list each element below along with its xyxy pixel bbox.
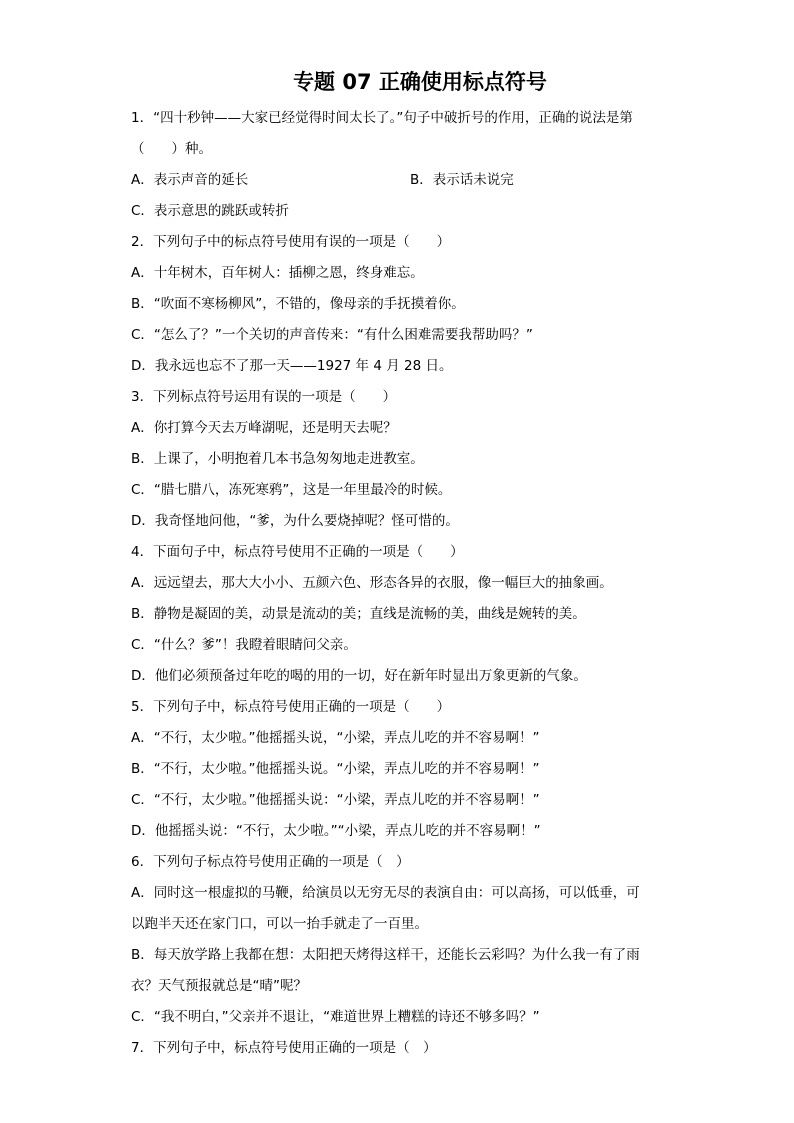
q1-option-c: C．表示意思的跳跃或转折: [131, 203, 289, 219]
q6-stem: 6．下列句子标点符号使用正确的一项是（ ）: [131, 854, 410, 870]
q3-option-d: D．我奇怪地问他，“爹，为什么要烧掉呢？怪可惜的。: [131, 513, 459, 529]
q6-option-a-cont: 以跑半天还在家门口，可以一抬手就走了一百里。: [131, 916, 428, 932]
q2-option-c: C．“怎么了？”一个关切的声音传来：“有什么困难需要我帮助吗？”: [131, 327, 533, 343]
q6-option-b-cont: 衣？天气预报就总是“晴”呢？: [131, 978, 307, 994]
q3-option-b: B．上课了，小明抱着几本书急匆匆地走进教室。: [131, 451, 424, 467]
q6-option-a: A．同时这一根虚拟的马鞭，给演员以无穷无尽的表演自由：可以高扬，可以低垂，可: [131, 885, 640, 901]
q2-option-d: D．我永远也忘不了那一天——1927 年 4 月 28 日。: [131, 358, 453, 374]
q5-stem: 5．下列句子中，标点符号使用正确的一项是（ ）: [131, 699, 451, 715]
q3-option-c: C．“腊七腊八，冻死寒鸦”，这是一年里最冷的时候。: [131, 482, 452, 498]
q4-option-c: C．“什么？爹”！我瞪着眼睛问父亲。: [131, 637, 357, 653]
q1-stem: 1．“四十秒钟——大家已经觉得时间太长了。”句子中破折号的作用，正确的说法是第: [131, 110, 633, 126]
q4-option-a: A．远远望去，那大大小小、五颜六色、形态各异的衣服，像一幅巨大的抽象画。: [131, 575, 613, 591]
q6-option-c: C．“我不明白，”父亲并不退让，“难道世界上糟糕的诗还不够多吗？”: [131, 1009, 540, 1025]
q3-option-a: A．你打算今天去万峰湖呢，还是明天去呢？: [131, 420, 397, 436]
q2-option-b: B．“吹面不寒杨柳风”，不错的，像母亲的手抚摸着你。: [131, 296, 465, 312]
q4-option-d: D．他们必须预备过年吃的喝的用的一切，好在新年时显出万象更新的气象。: [131, 668, 587, 684]
q1-option-a: A．表示声音的延长: [131, 172, 249, 188]
q1-stem-cont: （ ）种。: [131, 141, 212, 157]
q5-option-d: D．他摇摇头说：“不行，太少啦。”“小梁，弄点儿吃的并不容易啊！”: [131, 823, 541, 839]
q5-option-a: A．“不行，太少啦。”他摇摇头说，“小梁，弄点儿吃的并不容易啊！”: [131, 730, 540, 746]
q4-stem: 4．下面句子中，标点符号使用不正确的一项是（ ）: [131, 544, 464, 560]
q4-option-b: B．静物是凝固的美，动景是流动的美；直线是流畅的美，曲线是婉转的美。: [131, 606, 586, 622]
q5-option-b: B．“不行，太少啦。”他摇摇头说。“小梁，弄点儿吃的并不容易啊！”: [131, 761, 540, 777]
q1-option-b: B．表示话未说完: [410, 172, 514, 188]
q3-stem: 3．下列标点符号运用有误的一项是（ ）: [131, 389, 397, 405]
q7-stem: 7．下列句子中，标点符号使用正确的一项是（ ）: [131, 1040, 437, 1056]
q5-option-c: C．“不行，太少啦。”他摇摇头说：“小梁，弄点儿吃的并不容易啊！”: [131, 792, 540, 808]
q2-stem: 2．下列句子中的标点符号使用有误的一项是（ ）: [131, 234, 451, 250]
page-title: 专题 07 正确使用标点符号: [293, 70, 547, 94]
q6-option-b: B．每天放学路上我都在想：太阳把天烤得这样干，还能长云彩吗？为什么我一有了雨: [131, 947, 640, 963]
q2-option-a: A．十年树木，百年树人：插柳之恩，终身难忘。: [131, 265, 424, 281]
